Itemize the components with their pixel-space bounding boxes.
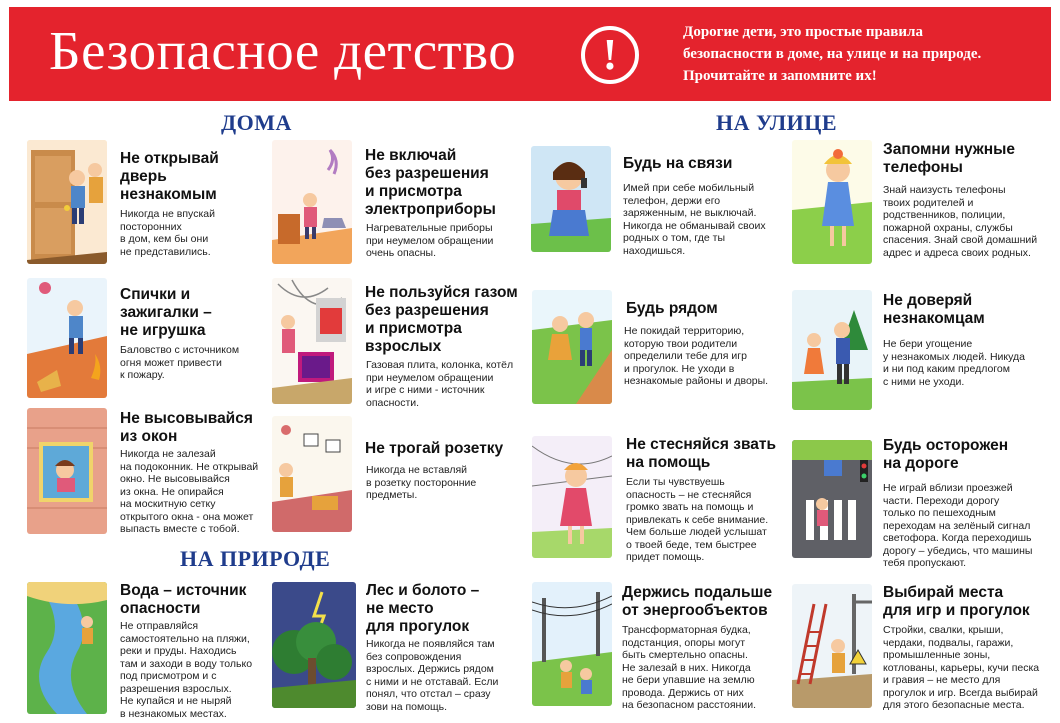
card-text-line: тебя пропускают. — [883, 557, 967, 569]
banner-note-line: Дорогие дети, это простые правила — [683, 24, 923, 40]
card-text-line: Баловство с источником — [120, 344, 240, 356]
card-title-line: не место — [366, 600, 434, 617]
door-illustration-icon — [27, 140, 107, 264]
card-text-line: определили тебе для игр — [624, 350, 747, 362]
card-title-line: без разрешения — [365, 302, 489, 319]
card-text — [883, 338, 1025, 388]
card-title-line: Не открывай — [120, 150, 219, 167]
card-title-line: для прогулок — [366, 618, 470, 635]
card-text-line: и гравия – не место для — [883, 674, 1001, 686]
card-text-line: Стройки, свалки, крыши, — [883, 624, 1004, 636]
card-text-line: предметы. — [366, 489, 418, 501]
card-title-line: Вода – источник — [120, 582, 247, 599]
card-text-line: находишься. — [623, 244, 686, 257]
card-text-line: опасность – не стесняйся — [626, 488, 752, 501]
card-text-line: родственников, полиции, — [883, 209, 1006, 221]
card-text-line: зови на помощь. — [366, 700, 448, 713]
card-text-line: светофора. Когда переходишь — [883, 532, 1032, 544]
card-text-line: Если ты чувствуешь — [626, 476, 725, 488]
card-text-line: Чем больше людей услышат — [626, 526, 767, 538]
matches-fire-illustration-icon — [27, 278, 107, 398]
card-text-line: под присмотром и с — [120, 670, 217, 682]
card-title — [365, 440, 503, 458]
card-text-line: на москитную сетку — [120, 498, 216, 510]
card-title — [883, 292, 985, 328]
card-title — [883, 437, 1008, 473]
card-text-line: огня может привести — [120, 356, 222, 369]
card-title-line: на помощь — [626, 454, 711, 471]
card-text — [366, 638, 498, 713]
card-title — [120, 286, 212, 340]
card-title-line: Держись подальше — [622, 584, 773, 601]
card-text-line: не представились. — [120, 245, 211, 258]
card-text-line: очень опасны. — [366, 247, 436, 259]
card-text-line: в дом, кем бы они — [120, 233, 209, 245]
card-title-line: не игрушка — [120, 322, 206, 339]
card-text-line: Не купайся и не ныряй — [120, 695, 232, 707]
card-text-line: провода. Держись от них — [622, 686, 744, 699]
card-text-line: открытого окна - она может — [120, 510, 254, 523]
card-text-line: взрослых. Держись рядом — [366, 663, 494, 675]
iron-illustration-icon — [272, 140, 352, 264]
card-title-line: для игр и прогулок — [883, 602, 1030, 619]
card-title-line: Лес и болото – — [366, 582, 480, 599]
river-illustration-icon — [27, 582, 107, 714]
card-text-line: на подоконник. Не открывай — [120, 460, 259, 473]
card-text-line: Никогда не появляйся там — [366, 638, 495, 650]
card-title-line: Будь на связи — [623, 155, 733, 172]
card-title-line: Не трогай розетку — [365, 440, 504, 457]
card-title-line: и присмотра — [365, 320, 462, 337]
card-text-line: Не покидай территорию, — [624, 325, 745, 337]
card-text — [366, 359, 513, 409]
window-illustration-icon — [27, 408, 107, 534]
card-title-line: Не доверяй — [883, 292, 973, 309]
card-text-line: Никогда не обманывай своих — [623, 219, 766, 232]
card-title — [883, 141, 1015, 177]
card-text-line: без сопровождения — [366, 650, 462, 663]
card-text-line: реки и пруды. Находись — [120, 645, 237, 657]
section-heading-nature: НА ПРИРОДЕ — [180, 546, 331, 571]
card-text — [622, 624, 756, 712]
card-text-line: Не залезай в них. Никогда — [622, 661, 751, 674]
card-text-line: быть смертельно опасны. — [622, 649, 748, 661]
card-text-line: телефон, держи его — [623, 194, 721, 207]
card-title-line: и присмотра — [365, 183, 462, 200]
construction-illustration-icon — [792, 584, 872, 708]
card-text — [883, 482, 1032, 570]
card-title — [365, 284, 518, 356]
card-text-line: Имей при себе мобильный — [623, 182, 755, 194]
card-text-line: Не отправляйся — [120, 620, 199, 632]
card-text-line: громко звать на помощь и — [626, 501, 754, 513]
card-text-line: подстанция, опоры могут — [622, 636, 746, 649]
card-text — [623, 182, 766, 257]
card-text-line: опасности. — [366, 396, 420, 409]
card-title-line: Не пользуйся газом — [365, 284, 518, 301]
card-text-line: с ними и не отставай. Если — [366, 675, 499, 688]
card-title-line: на дороге — [883, 455, 959, 472]
section-heading-home: ДОМА — [221, 110, 292, 135]
card-text-line: которую твои родители — [624, 337, 738, 350]
card-text-line: с ними не уходи. — [883, 375, 965, 388]
card-title-line: Не стесняйся звать — [626, 436, 777, 453]
card-text-line: самостоятельно на пляжи, — [120, 632, 250, 645]
card-text-line: там и заходи в воду только — [120, 657, 253, 670]
card-title — [120, 582, 246, 618]
card-title-line: Запомни нужные — [883, 141, 1015, 158]
card-text-line: у незнакомых людей. Никуда — [883, 350, 1025, 363]
card-text — [120, 448, 258, 536]
card-title-line: опасности — [120, 600, 201, 617]
card-title — [120, 410, 253, 446]
card-text-line: Газовая плита, колонка, котёл — [366, 359, 514, 371]
section-heading-street: НА УЛИЦЕ — [716, 110, 838, 135]
card-text-line: дорогу – убедись, что машины — [883, 544, 1033, 557]
card-text-line: для этого безопасные места. — [883, 699, 1025, 711]
card-text-line: при неумелом обращении — [366, 371, 494, 384]
girl-illustration-icon — [792, 140, 872, 264]
card-title — [365, 147, 496, 219]
card-title-line: электроприборы — [365, 201, 496, 218]
card-text-line: прогулок и игр. Всегда выбирай — [883, 686, 1038, 699]
card-title — [622, 584, 772, 620]
card-text-line: Никогда не вставляй — [366, 464, 468, 476]
card-text-line: к пожару. — [120, 369, 165, 381]
card-title-line: от энергообъектов — [622, 602, 768, 619]
card-text-line: заряженным, не выключай. — [623, 207, 757, 219]
card-text-line: и прогулок. Не уходи в — [624, 362, 735, 375]
page-title: Безопасное детство — [49, 20, 517, 81]
card-text — [120, 344, 239, 382]
socket-illustration-icon — [272, 416, 352, 532]
card-title-line: дверь — [120, 168, 167, 185]
stranger-illustration-icon — [792, 290, 872, 410]
card-text-line: Не бери угощение — [883, 338, 973, 350]
phone-girl-illustration-icon — [531, 146, 611, 252]
card-text-line: о твоей беде, тем быстрее — [626, 538, 757, 551]
card-text — [883, 184, 1037, 259]
card-title-line: Не высовывайся — [120, 410, 253, 427]
card-text-line: Трансформаторная будка, — [622, 624, 751, 636]
card-text — [883, 624, 1039, 712]
card-text-line: в розетку посторонние — [366, 476, 477, 489]
card-text-line: и ни под каким предлогом — [883, 363, 1010, 375]
card-text — [366, 464, 476, 502]
card-title — [626, 436, 776, 472]
exclamation-icon: ! — [581, 26, 639, 84]
card-text-line: пожарной охраны, службы — [883, 221, 1013, 234]
card-text-line: привлекать к себе внимание. — [626, 513, 769, 526]
card-title-line: взрослых — [365, 338, 442, 355]
gas-stove-illustration-icon — [272, 278, 352, 404]
card-text-line: переходам на зелёный сигнал — [883, 519, 1031, 532]
girl-help-illustration-icon — [532, 436, 612, 558]
banner-note-line: безопасности в доме, на улице и на природе. — [683, 46, 982, 62]
card-title — [623, 155, 732, 173]
card-title-line: Спички и — [120, 286, 191, 303]
card-title-line: Будь осторожен — [883, 437, 1009, 454]
card-title — [883, 584, 1030, 620]
crosswalk-illustration-icon — [792, 440, 872, 558]
card-text — [626, 476, 768, 564]
card-text-line: спасения. Знай свой домашний — [883, 234, 1038, 246]
card-text — [366, 222, 493, 260]
card-text-line: не бери упавшие на землю — [622, 674, 755, 686]
banner-note — [683, 21, 1055, 87]
card-title — [366, 582, 479, 636]
card-title-line: из окон — [120, 428, 178, 445]
header-banner — [9, 7, 1051, 101]
card-text-line: окно. Не высовывайся — [120, 473, 230, 485]
card-title — [120, 150, 219, 204]
card-title-line: Не включай — [365, 147, 457, 164]
card-text-line: разрешения взрослых. — [120, 682, 232, 695]
card-text-line: чердаки, подвалы, гаражи, — [883, 636, 1014, 649]
card-text-line: котлованы, карьеры, кучи песка — [883, 661, 1040, 674]
card-text-line: Нагревательные приборы — [366, 222, 493, 234]
forest-storm-illustration-icon — [272, 582, 356, 708]
card-text — [120, 208, 215, 258]
card-title-line: Будь рядом — [626, 300, 718, 317]
card-text-line: посторонних — [120, 220, 182, 233]
card-text-line: придет помощь. — [626, 551, 705, 563]
card-text-line: адрес и адреса своих родных. — [883, 246, 1031, 259]
card-title-line: зажигалки – — [120, 304, 212, 321]
card-text-line: только по пешеходным — [883, 507, 996, 519]
card-title-line: Выбирай места — [883, 584, 1004, 601]
card-text-line: родных о том, где ты — [623, 232, 726, 244]
card-text — [120, 620, 252, 720]
banner-note-line: Прочитайте и запомните их! — [683, 68, 877, 84]
card-text-line: промышленные зоны, — [883, 649, 991, 661]
card-title — [626, 300, 718, 318]
card-title-line: без разрешения — [365, 165, 489, 182]
card-text-line: на безопасном расстоянии. — [622, 699, 756, 711]
card-text — [624, 325, 768, 388]
card-text-line: при неумелом обращении — [366, 234, 494, 247]
card-text-line: части. Переходи дорогу — [883, 494, 1000, 507]
card-text-line: твоих родителей и — [883, 196, 974, 209]
card-text-line: незнакомые районы и дворы. — [624, 375, 769, 387]
kids-walking-illustration-icon — [532, 290, 612, 404]
card-text-line: понял, что отстал – сразу — [366, 688, 491, 700]
card-text-line: Никогда не впускай — [120, 208, 215, 220]
card-text-line: из окна. Не опирайся — [120, 485, 224, 498]
card-text-line: Не играй вблизи проезжей — [883, 482, 1013, 494]
card-text-line: в незнакомых местах. — [120, 707, 227, 720]
card-text-line: и игре с ними - источник — [366, 384, 485, 396]
card-title-line: незнакомцам — [883, 310, 985, 327]
card-title-line: незнакомым — [120, 186, 217, 203]
card-text-line: выпасть вместе с тобой. — [120, 523, 240, 535]
card-text-line: Знай наизусть телефоны — [883, 184, 1006, 196]
power-lines-illustration-icon — [532, 582, 612, 706]
card-text-line: Никогда не залезай — [120, 448, 216, 460]
card-title-line: телефоны — [883, 159, 963, 176]
